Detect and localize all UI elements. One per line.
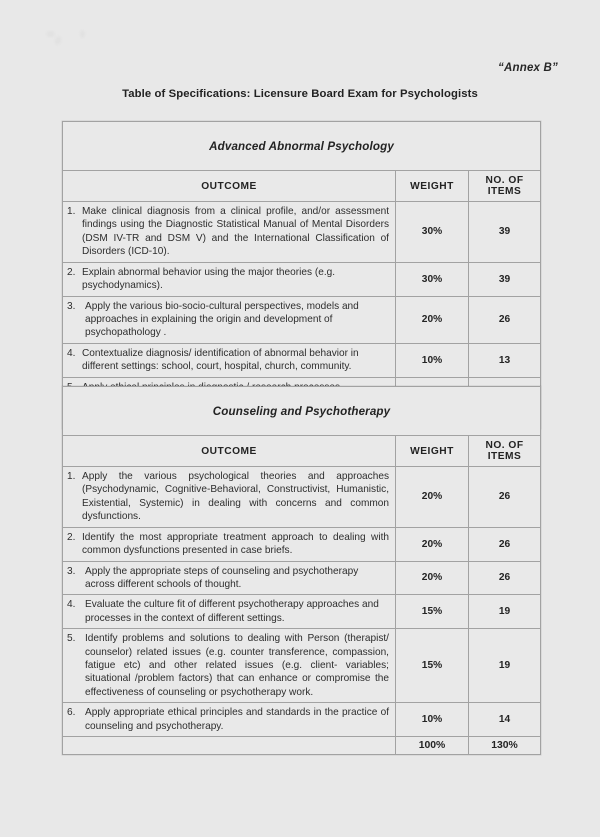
table-counseling-and-psychotherapy (62, 386, 540, 755)
items-cell: 26 (469, 561, 541, 595)
scan-artifact-icon (80, 30, 85, 38)
table-row (63, 527, 541, 561)
outcome-cell (63, 629, 396, 703)
outcome-text: Evaluate the culture fit of different psychotherapy approaches and processes in the context of different settings. (85, 599, 379, 624)
row-number: 6. (67, 707, 76, 719)
weight-cell: 30% (396, 202, 469, 263)
table-row (63, 561, 541, 595)
row-number: 2. (67, 531, 76, 543)
outcome-text: Contextualize diagnosis/ identification of abnormal behavior in different settings: school, court, hospital, church, community. (82, 347, 359, 373)
column-header-row (63, 436, 541, 467)
items-cell: 26 (469, 296, 541, 343)
row-number: 4. (67, 347, 76, 359)
outcome-text: Apply the various bio-socio-cultural perspectives, models and approaches in explaining the origin and development of psychopathology . (85, 300, 359, 339)
column-header-items: NO. OF ITEMS (469, 171, 541, 202)
weight-cell: 15% (396, 629, 469, 703)
items-cell: 26 (469, 527, 541, 561)
weight-cell: 20% (396, 467, 469, 528)
outcome-cell (63, 262, 396, 296)
total-weight-cell: 100% (396, 737, 469, 755)
weight-cell: 20% (396, 561, 469, 595)
outcome-text: Apply the various psychological theories and approaches (Psychodynamic, Cognitive-Behavioral, Constructivist, Humanistic, Existential, Systemic) in dealing with concerns and common dysfunctions. (82, 471, 389, 523)
weight-cell: 20% (396, 527, 469, 561)
outcome-text: Identify problems and solutions to dealing with Person (therapist/ counselor) related issues (e.g. counter transference, compassion, fatigue etc) and other related issues (e.g. client- variables; situational /problem factors) that can enhance or compromise the effectiveness of counseling or psychotherapy work. (85, 633, 389, 698)
table-advanced-abnormal-psychology (62, 121, 540, 429)
outcome-cell (63, 703, 396, 737)
items-cell: 14 (469, 703, 541, 737)
scan-artifact-icon (54, 35, 63, 46)
table-row (63, 202, 541, 263)
row-number: 1. (67, 471, 76, 482)
section-title: Counseling and Psychotherapy (63, 387, 541, 436)
row-number: 4. (67, 599, 76, 611)
table-row (63, 703, 541, 737)
total-items-cell: 130% (469, 737, 541, 755)
table-row (63, 262, 541, 296)
outcome-text: Apply appropriate ethical principles and standards in the practice of counseling and psychotherapy. (85, 707, 389, 732)
outcome-text: Make clinical diagnosis from a clinical profile, and/or assessment findings using the Diagnostic Statistical Manual of Mental Disorders (DSM IV-TR and DSM V) and the International Classification of Disorders (ICD-10). (82, 206, 389, 258)
scan-artifact-icon (46, 31, 55, 37)
weight-cell: 15% (396, 595, 469, 629)
section-title-row (63, 387, 541, 436)
column-header-weight: WEIGHT (396, 171, 469, 202)
row-number: 2. (67, 266, 76, 278)
weight-cell: 30% (396, 262, 469, 296)
weight-cell: 10% (396, 343, 469, 377)
items-cell: 39 (469, 202, 541, 263)
total-label-cell (63, 737, 396, 755)
row-number: 3. (67, 565, 76, 577)
table-row (63, 467, 541, 528)
weight-cell: 10% (396, 703, 469, 737)
section-title-row (63, 122, 541, 171)
outcome-cell (63, 561, 396, 595)
table-row (63, 296, 541, 343)
column-header-row (63, 171, 541, 202)
items-cell: 19 (469, 595, 541, 629)
page-title: Table of Specifications: Licensure Board Exam for Psychologists (122, 88, 478, 100)
items-cell: 13 (469, 343, 541, 377)
outcome-cell (63, 296, 396, 343)
outcome-cell (63, 595, 396, 629)
weight-cell: 20% (396, 296, 469, 343)
outcome-cell (63, 343, 396, 377)
outcome-text: Apply the appropriate steps of counseling and psychotherapy across different schools of thought. (85, 565, 359, 590)
table-row (63, 343, 541, 377)
outcome-text: Explain abnormal behavior using the major theories (e.g. psychodynamics). (82, 266, 336, 292)
table-row (63, 629, 541, 703)
outcome-cell (63, 467, 396, 528)
items-cell: 19 (469, 629, 541, 703)
annex-label: “Annex B” (498, 62, 558, 74)
outcome-text: Identify the most appropriate treatment approach to dealing with common dysfunctions presented in case briefs. (82, 531, 389, 557)
outcome-cell (63, 527, 396, 561)
section-title: Advanced Abnormal Psychology (63, 122, 541, 171)
column-header-outcome: OUTCOME (63, 436, 396, 467)
outcome-cell (63, 202, 396, 263)
column-header-weight: WEIGHT (396, 436, 469, 467)
table-row (63, 595, 541, 629)
items-cell: 26 (469, 467, 541, 528)
row-number: 3. (67, 300, 76, 312)
items-cell: 39 (469, 262, 541, 296)
row-number: 1. (67, 206, 76, 217)
total-row (63, 737, 541, 755)
row-number: 5. (67, 633, 76, 645)
column-header-items: NO. OF ITEMS (469, 436, 541, 467)
column-header-outcome: OUTCOME (63, 171, 396, 202)
